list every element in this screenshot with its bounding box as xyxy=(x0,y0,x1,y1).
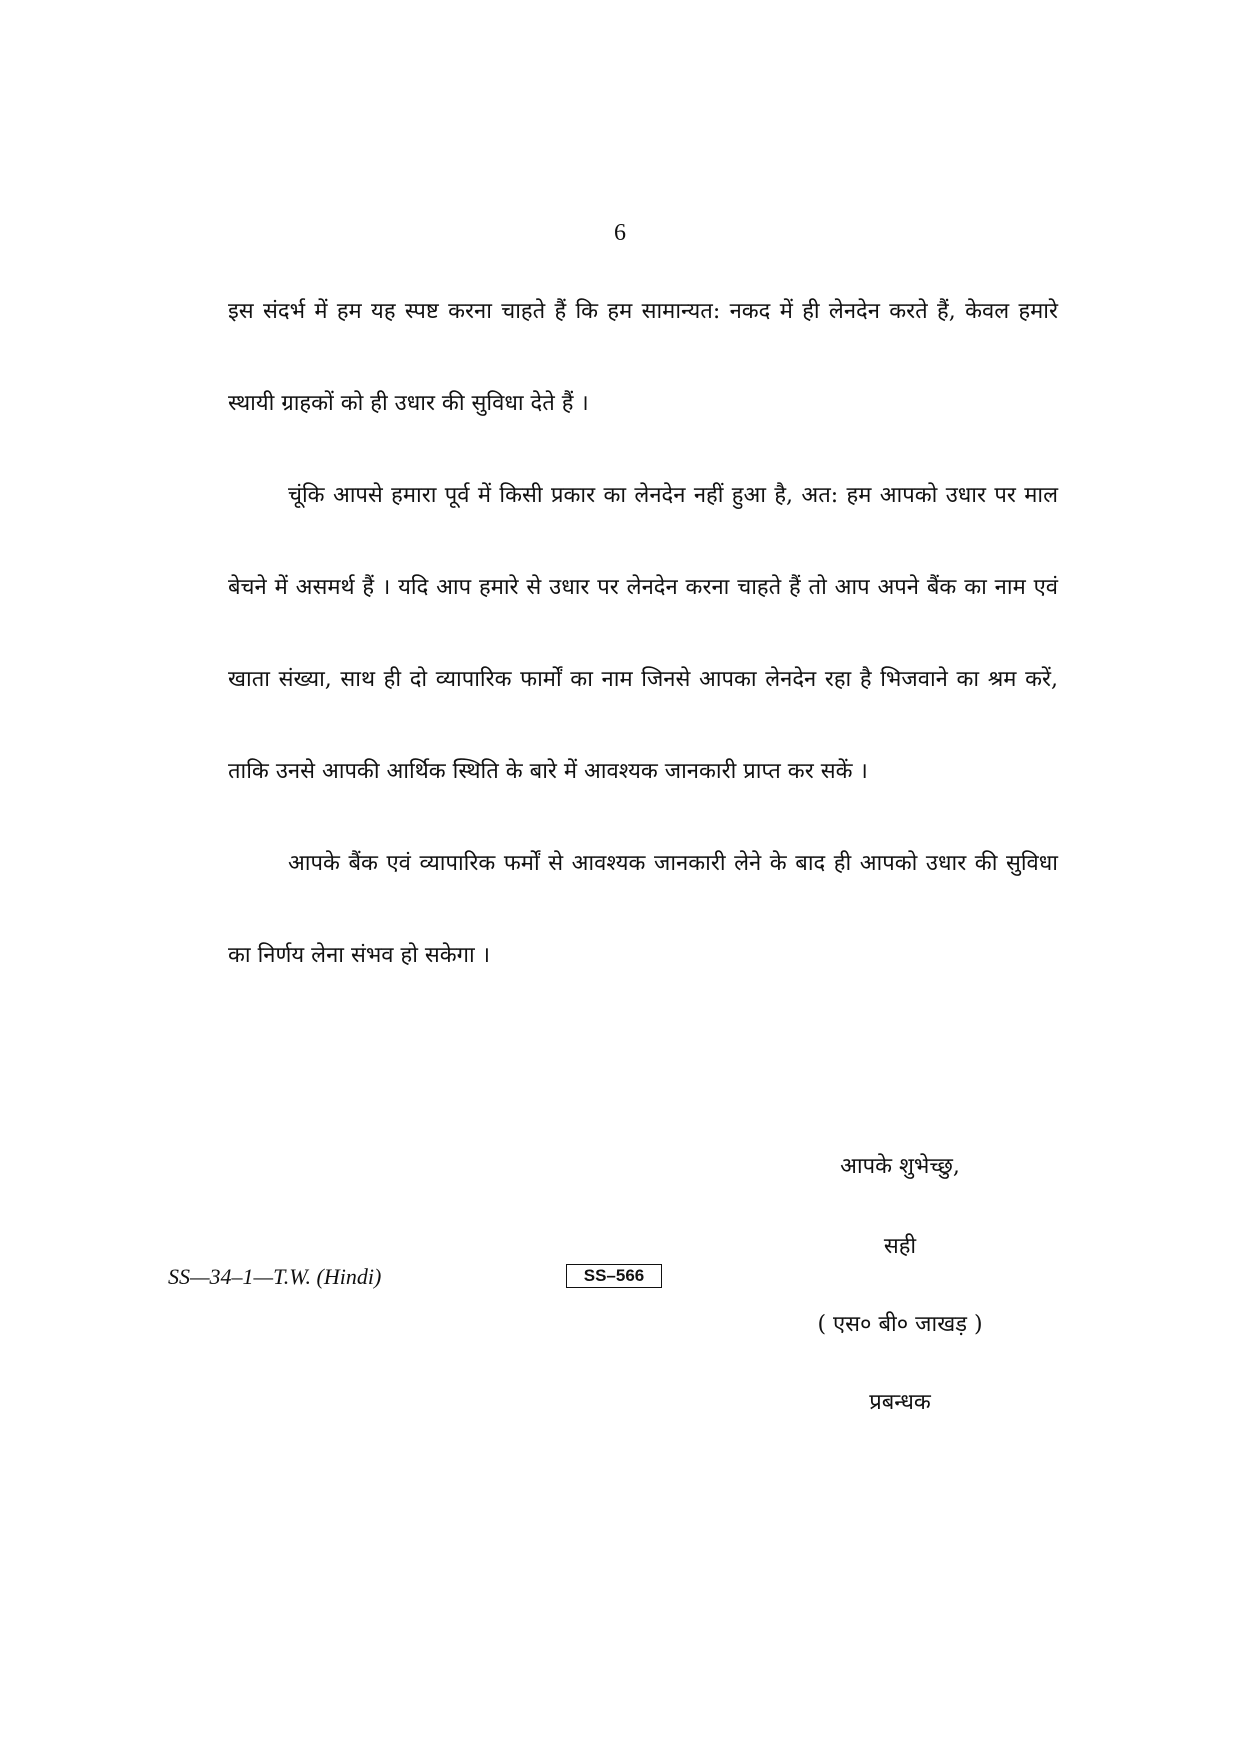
paragraph-credit-policy: इस संदर्भ में हम यह स्पष्ट करना चाहते हैं कि हम सामान्यत: नकद में ही लेनदेन करते हैं, केवल हमारे स्थायी ग्राहकों को ही उधार की सुविधा देते हैं । xyxy=(228,299,1058,416)
paragraph-credit-refusal: चूंकि आपसे हमारा पूर्व में किसी प्रकार का लेनदेन नहीं हुआ है, अत: हम आपको उधार पर माल बेचने में असमर्थ हैं । यदि आप हमारे से उधार पर लेनदेन करना चाहते हैं तो आप अपने बैंक का नाम एवं खाता संख्या, साथ ही दो व्यापारिक फार्मों का नाम जिनसे आपका लेनदेन रहा है भिजवाने का श्रम करें, ताकि उनसे आपकी आर्थिक स्थिति के बारे में आवश्यक जानकारी प्राप्त कर सकें । xyxy=(228,483,1058,784)
closing-salutation: आपके शुभेच्छु, xyxy=(840,1154,960,1179)
paragraph-decision: आपके बैंक एवं व्यापारिक फर्मों से आवश्यक जानकारी लेने के बाद ही आपको उधार की सुविधा का निर्णय लेना संभव हो सकेगा । xyxy=(228,851,1058,968)
footer-paper-code: SS—34–1—T.W. (Hindi) xyxy=(168,1264,382,1289)
closing-signature: सही xyxy=(883,1234,917,1259)
page-number: 6 xyxy=(614,220,626,246)
footer-series-box: SS–566 xyxy=(566,1264,662,1288)
closing-name: ( एस० बी० जाखड़ ) xyxy=(817,1312,983,1337)
closing-designation: प्रबन्धक xyxy=(869,1390,931,1415)
letter-body xyxy=(228,266,1058,1002)
